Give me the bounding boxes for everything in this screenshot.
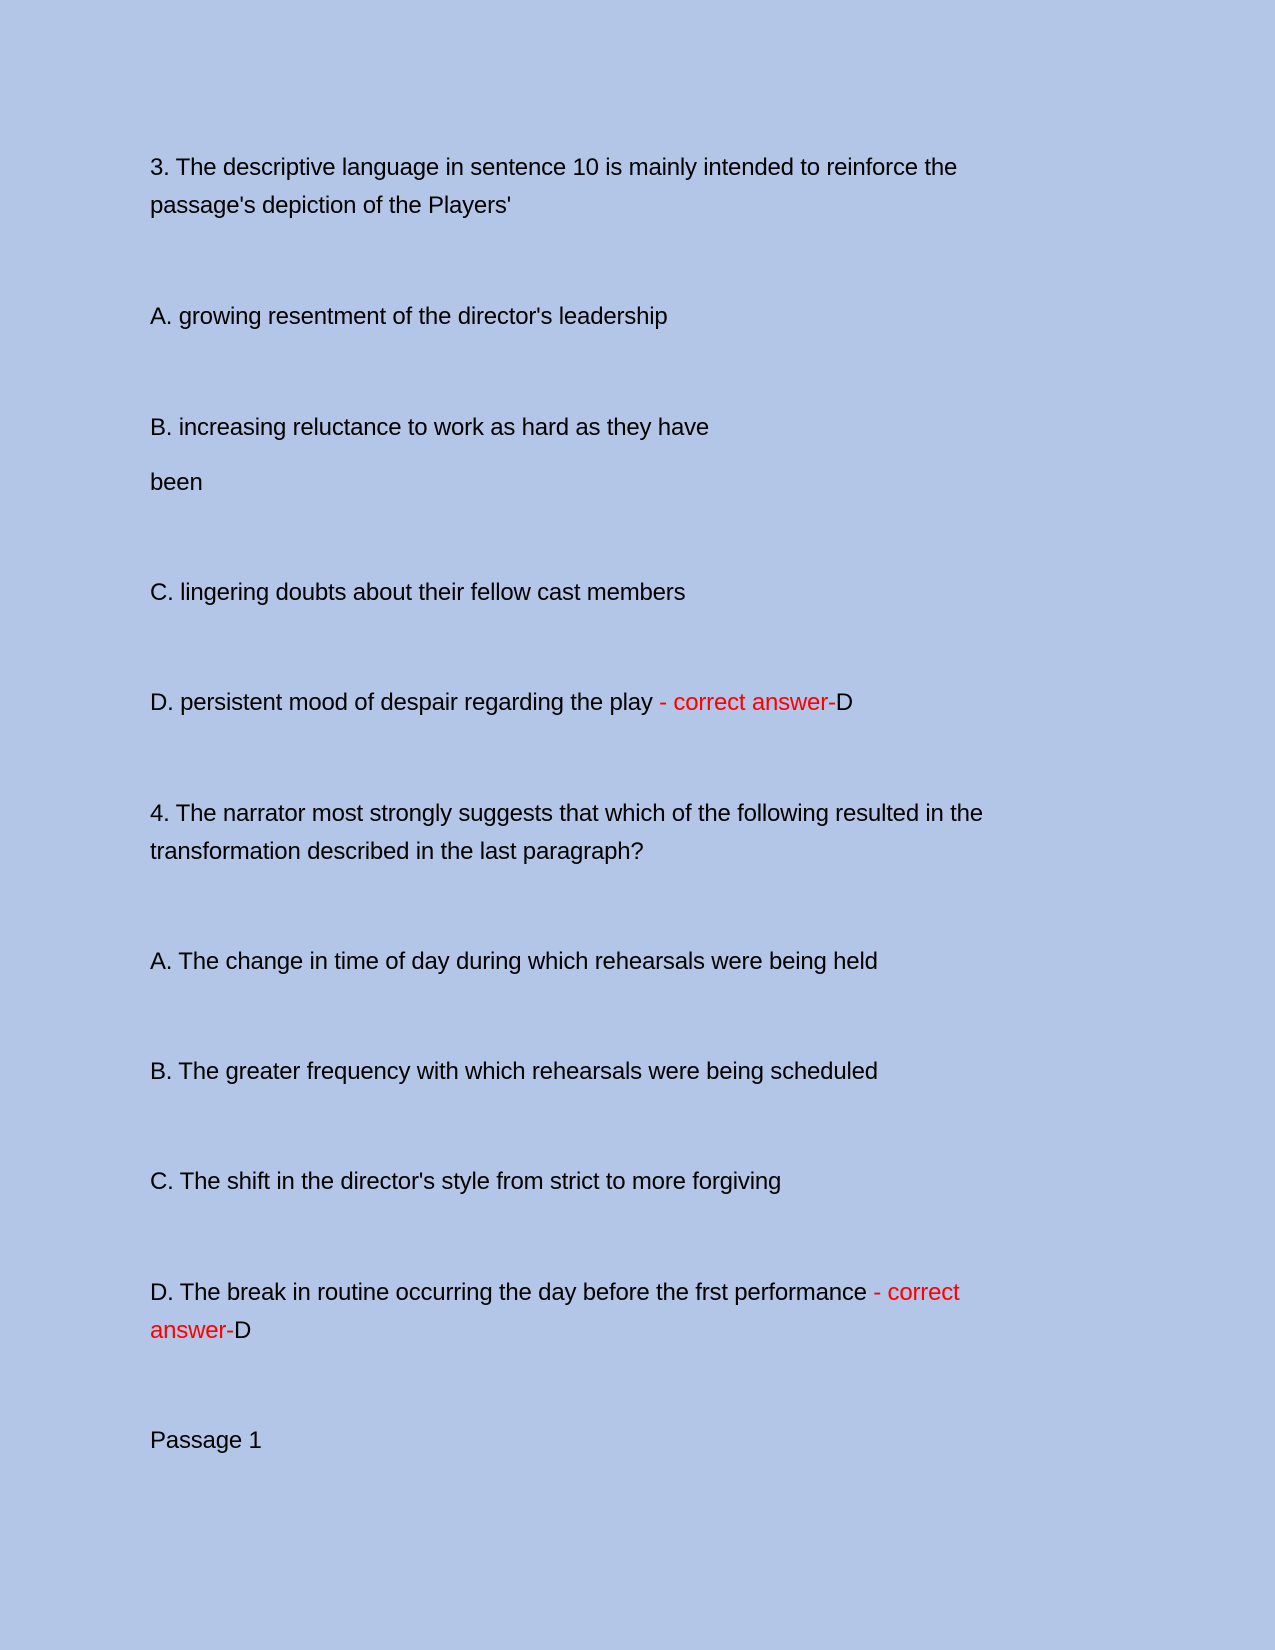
correct-answer-letter: D: [835, 689, 853, 716]
question-3-option-d: [150, 684, 853, 722]
question-4-option-d: [150, 1274, 960, 1312]
question-3-stem-line-2: passage's depiction of the Players': [150, 192, 512, 219]
question-4-stem-line-1: 4. The narrator most strongly suggests that which of the following resulted in the: [150, 800, 983, 827]
question-3-option-c: C. lingering doubts about their fellow cast members: [150, 579, 686, 606]
question-3-stem-line-1: 3. The descriptive language in sentence 10 is mainly intended to reinforce the: [150, 154, 958, 181]
question-4-stem-line-2: transformation described in the last paragraph?: [150, 838, 644, 865]
correct-answer-letter: D: [233, 1317, 252, 1344]
question-4-answer-line: [150, 1312, 251, 1350]
correct-answer-marker: - correct answer-: [659, 689, 836, 716]
question-4-option-a: A. The change in time of day during which rehearsals were being held: [150, 948, 878, 975]
passage-heading: Passage 1: [150, 1427, 262, 1454]
correct-answer-marker-line-2: answer-: [150, 1317, 234, 1344]
correct-answer-marker-line-1: - correct: [873, 1279, 960, 1306]
question-3-option-b: B. increasing reluctance to work as hard as they have: [150, 414, 710, 441]
question-4-option-b: B. The greater frequency with which rehearsals were being scheduled: [150, 1058, 878, 1085]
question-3-option-a: A. growing resentment of the director's leadership: [150, 303, 668, 330]
question-4-option-d-text: D. The break in routine occurring the day before the frst performance: [150, 1279, 874, 1306]
question-3-option-d-text: D. persistent mood of despair regarding the play: [150, 689, 660, 716]
question-3-option-b-continued: been: [150, 469, 203, 496]
question-4-option-c: C. The shift in the director's style from strict to more forgiving: [150, 1168, 782, 1195]
